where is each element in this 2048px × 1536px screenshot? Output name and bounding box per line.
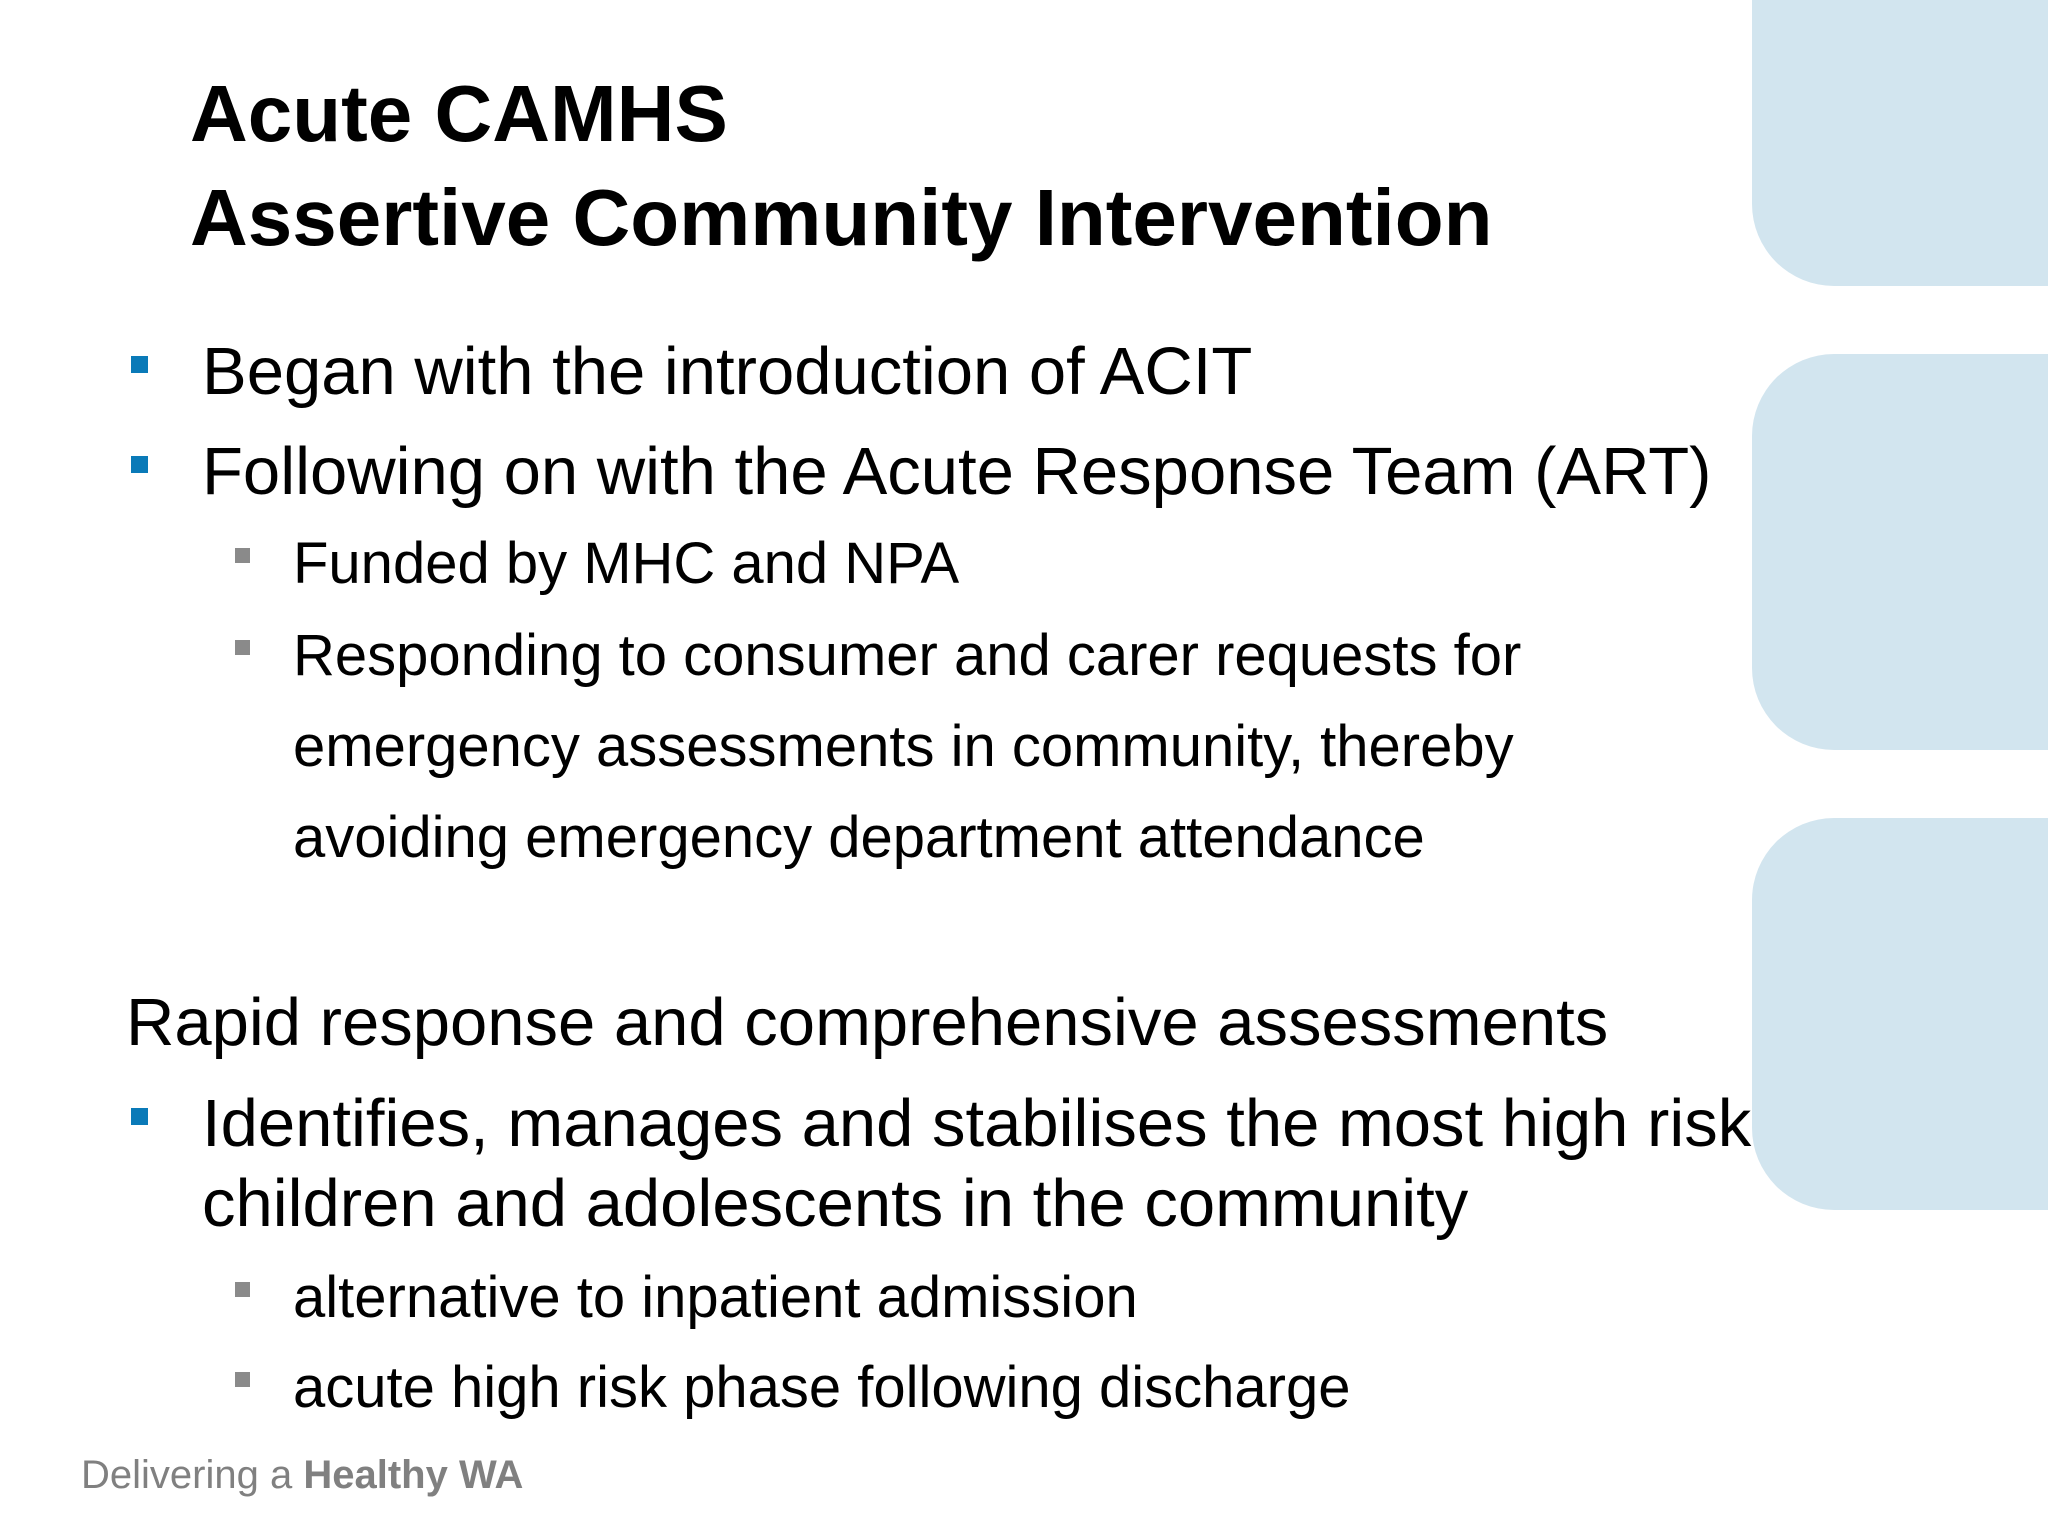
bullet-item: Following on with the Acute Response Team (ART) <box>202 434 1712 509</box>
slide-title <box>190 62 1493 270</box>
bullet-square-icon <box>131 356 148 373</box>
sub-bullet-item: acute high risk phase following discharge <box>293 1355 1351 1420</box>
sub-bullet-item: Funded by MHC and NPA <box>293 531 960 596</box>
bullet-square-icon <box>131 1108 148 1125</box>
slide-title-line-1: Acute CAMHS <box>190 69 728 158</box>
sub-bullet-square-icon <box>235 548 250 563</box>
footer-brand: Healthy WA <box>303 1453 524 1497</box>
bullet-square-icon <box>131 456 148 473</box>
decor-panel-middle <box>1752 354 2048 750</box>
sub-bullet-square-icon <box>235 1282 250 1297</box>
decor-panel-top <box>1752 0 2048 286</box>
slide-title-line-2: Assertive Community Intervention <box>190 173 1493 262</box>
sub-bullet-square-icon <box>235 640 250 655</box>
bullet-item: Began with the introduction of ACIT <box>202 334 1253 409</box>
bullet-item: Identifies, manages and stabilises the most high risk children and adolescents in the community <box>202 1086 1752 1241</box>
sub-bullet-square-icon <box>235 1372 250 1387</box>
section-heading: Rapid response and comprehensive assessments <box>126 985 1609 1060</box>
footer-tagline <box>81 1453 523 1498</box>
sub-bullet-item: Responding to consumer and carer requests for emergency assessments in community, thereby avoiding emergency department attendance <box>293 623 1522 870</box>
sub-bullet-item: alternative to inpatient admission <box>293 1265 1138 1330</box>
footer-prefix: Delivering a <box>81 1453 293 1497</box>
